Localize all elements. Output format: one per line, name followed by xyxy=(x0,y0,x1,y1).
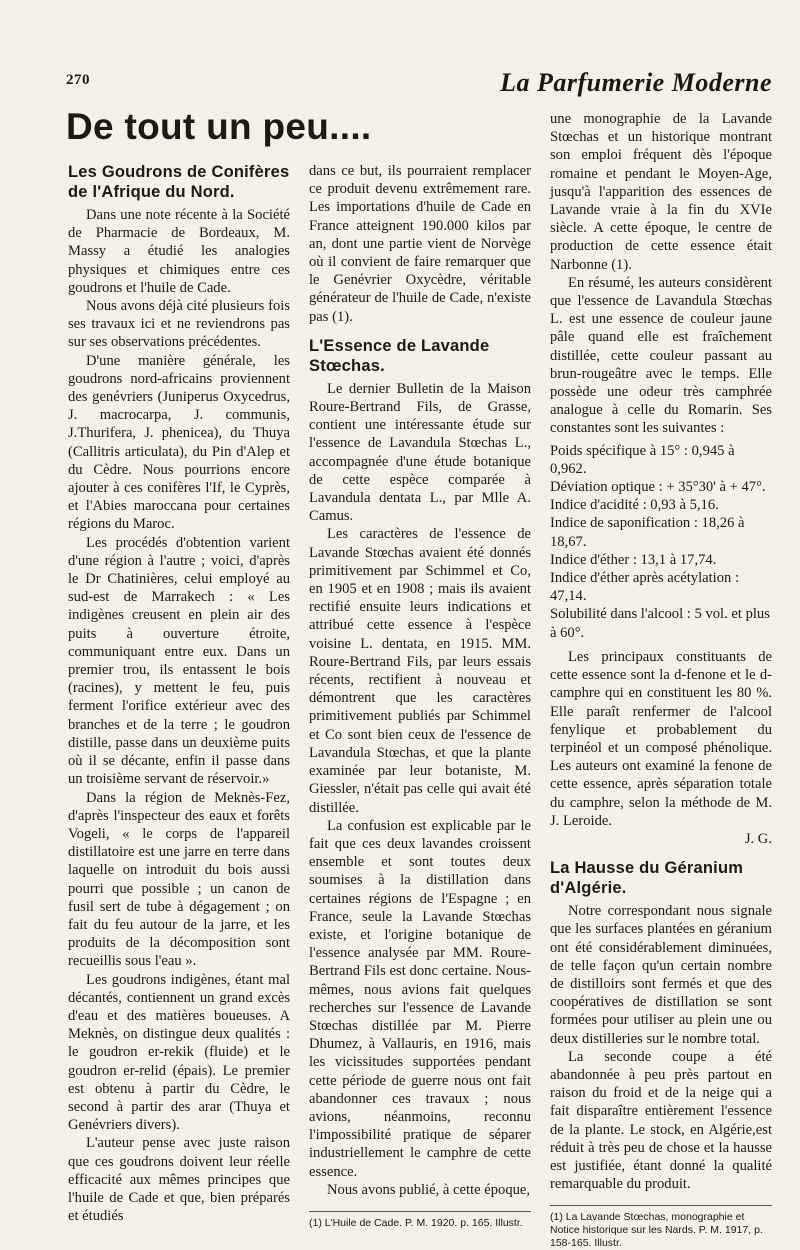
footnote-divider xyxy=(550,1205,772,1206)
paragraph: Nous avons déjà cité plusieurs fois ses travaux ici et ne reviendrons pas sur ses observations précédentes. xyxy=(68,298,290,351)
column-2 xyxy=(309,162,531,1230)
footnote: (1) La Lavande Stœchas, monographie et Notice historique sur les Nards. P. M. 1917, p. 158-165. Illustr. xyxy=(550,1211,763,1250)
footnote: (1) L'Huile de Cade. P. M. 1920. p. 165. Illustr. xyxy=(309,1216,523,1229)
constants-list xyxy=(550,442,772,642)
list-item: Solubilité dans l'alcool : 5 vol. et plus à 60°. xyxy=(550,606,770,641)
paragraph: Dans la région de Meknès-Fez, d'après l'inspecteur des eaux et forêts Vogeli, « le corps de l'appareil distillatoire est une jarre en terre dans laquelle on introduit du bois aussi pourri que possible ; un canon de fusil sert de tube à dégagement ; on fait du feu autour de la jarre, et les produits de la décomposition sont recueillis sous l'eau ». xyxy=(68,789,290,970)
paragraph: Le dernier Bulletin de la Maison Roure-Bertrand Fils, de Grasse, contient une intéressante étude sur l'essence de Lavandula Stœchas L., accompagnée d'une étude botanique de cette espèce comparée à Lavandula dentata L., par Mlle A. Camus. xyxy=(309,380,531,525)
paragraph: Nous avons publié, à cette époque, xyxy=(327,1181,531,1198)
paragraph-continued: dans ce but, ils pourraient remplacer ce produit devenu extrêmement rare. Les importations d'huile de Cade en France atteignent 190.000 kilos par an, dont une partie vient de Norvège où il convient de faire remarquer que le Genévrier Oxycèdre, véritable générateur de l'huile de Cade, n'existe pas (1). xyxy=(309,163,531,325)
column-3 xyxy=(550,110,772,1250)
footnote-divider xyxy=(309,1211,531,1212)
list-item: Poids spécifique à 15° : 0,945 à 0,962. xyxy=(550,442,735,477)
paragraph: Dans une note récente à la Société de Pharmacie de Bordeaux, M. Massy a étudié les analogies physiques et chimiques entre ces goudrons et l'huile de Cade. xyxy=(68,207,290,296)
paragraph: Les caractères de l'essence de Lavande Stœchas avaient été donnés primitivement par Schimmel et Co, en 1905 et en 1908 ; mais ils avaient rectifié ensuite leurs indications et attribué cette essence à l'espèce voisine L. dentata, en 1915. MM. Roure-Bertrand Fils, par leurs essais récents, rectifient à nouveau et démontrent que les caractères primitivement publiés par Schimmel et Co sont bien ceux de l'essence de Lavandula Stœchas, et que la plante examinée par leur botaniste, M. Giessler, n'était pas celle qui avait été distillée. xyxy=(309,526,531,816)
paragraph: D'une manière générale, les goudrons nord-africains proviennent des genévriers (Juniperus Oxycedrus, J. macrocarpa, J. communis, J.Thurifera, J. phenicea), du Thuya (Callitris articulata), du Pin d'Alep et du Cèdre. Nous pourrions encore ajouter à ces conifères l'If, le Cyprès, et l'Abies maroccana pour certaines régions du Maroc. xyxy=(68,352,290,533)
paragraph: La seconde coupe a été abandonnée à peu près partout en raison du froid et de la neige qui a fait disparaître entièrement l'essence de la plante. Le stock, en Algérie,est réduit à très peu de chose et la hausse est justifiée, étant donné la qualité remarquable du produit. xyxy=(550,1048,772,1193)
page-title: De tout un peu.... xyxy=(66,106,372,147)
list-item: Indice d'éther : 13,1 à 17,74. xyxy=(550,551,717,568)
section-heading-geranium: La Hausse du Géranium d'Algérie. xyxy=(550,859,744,898)
list-item: Déviation optique : + 35°30' à + 47°. xyxy=(550,479,766,496)
author-signature: J. G. xyxy=(744,830,772,847)
section-heading-goudrons: Les Goudrons de Conifères de l'Afrique du Nord. xyxy=(68,163,290,201)
paragraph: Les procédés d'obtention varient d'une région à l'autre ; voici, d'après le Dr Chatinières, celui employé au sud-est de Marrakech : « Les indigènes creusent en plein air des puits à ouverture étroite, communiquant entre eux. Dans un premier trou, ils entassent le bois (racines), y mettent le feu, puis ferment l'orifice extérieur avec des branches et de la terre ; le goudron distille, passe dans un deuxième puits où il se décante, enfin il passe dans un troisième servant de réservoir.» xyxy=(68,534,290,788)
paragraph-continued: une monographie de la Lavande Stœchas et un historique montrant son emploi fréquent dès l'époque romaine et pendant le Moyen-Age, jusqu'à l'apparition des essences de Lavande vraie à la fin du XVIe siècle. A cette époque, le centre de production de cette essence était Narbonne (1). xyxy=(550,111,772,273)
paragraph: Notre correspondant nous signale que les surfaces plantées en géranium ont été considérablement diminuées, de telle façon qu'un certain nombre de distilloirs sont fermés et que des coopératives de distillation se sont formées pour utiliser au plein une ou deux distilleries sur le nombre total. xyxy=(550,903,772,1047)
page-number: 270 xyxy=(66,72,90,88)
paragraph: L'auteur pense avec juste raison que ces goudrons doivent leur réelle efficacité aux mêmes principes que l'huile de Cade et que, bien préparés et étudiés xyxy=(68,1135,290,1225)
paragraph: Les principaux constituants de cette essence sont la d-fenone et le d-camphre qui en constituent les 80 %. Elle paraît renfermer de l'alcool fenylique et probablement du terpinéol et un composé phénolique. Les auteurs ont examiné la fenone de cette essence, après séparation totale du camphre, selon la méthode de M. J. Leroide. xyxy=(550,648,772,829)
column-1 xyxy=(68,162,290,1225)
paragraph: En résumé, les auteurs considèrent que l'essence de Lavandula Stœchas L. est une essence de couleur jaune pâle quand elle est fraîchement distillée, cette couleur passant au brun-rougeâtre avec le temps. Elle possède une odeur très camphrée analogue à celle du Romarin. Ses constantes sont les suivantes : xyxy=(550,274,772,437)
list-item: Indice d'éther après acétylation : 47,14. xyxy=(550,570,740,605)
paragraph: La confusion est explicable par le fait que ces deux lavandes croissent ensemble et sont toutes deux soumises à la distillation dans certaines régions de l'Espagne ; en France, seule la Lavande Stœchas existe, et l'origine botanique de l'essence analysée par MM. Roure-Bertrand Fils est donc certaine. Nous-mêmes, nous avions fait quelques recherches sur l'essence de Lavande Stœchas distillée par M. Pierre Dhumez, à Vallauris, en 1916, mais les vicissitudes supportées pendant cette période de guerre nous ont fait abandonner ces travaux ; nous avions, néanmoins, reconnu l'impossibilité pratique de séparer industriellement le camphre de cette essence. xyxy=(309,817,531,1180)
list-item: Indice de saponification : 18,26 à 18,67. xyxy=(550,515,745,550)
section-heading-lavande: L'Essence de Lavande Stœchas. xyxy=(309,336,490,375)
paragraph: Les goudrons indigènes, étant mal décantés, contiennent un grand excès d'eau et des matières boueuses. A Meknès, on distingue deux qualités : le goudron er-rekik (fluide) et le goudron er-relid (épais). Le premier est obtenu à partir du Cèdre, le second à partir des arar (Thuya et Genévriers divers). xyxy=(68,971,290,1134)
journal-masthead: La Parfumerie Moderne xyxy=(500,68,772,97)
list-item: Indice d'acidité : 0,93 à 5,16. xyxy=(550,497,719,514)
